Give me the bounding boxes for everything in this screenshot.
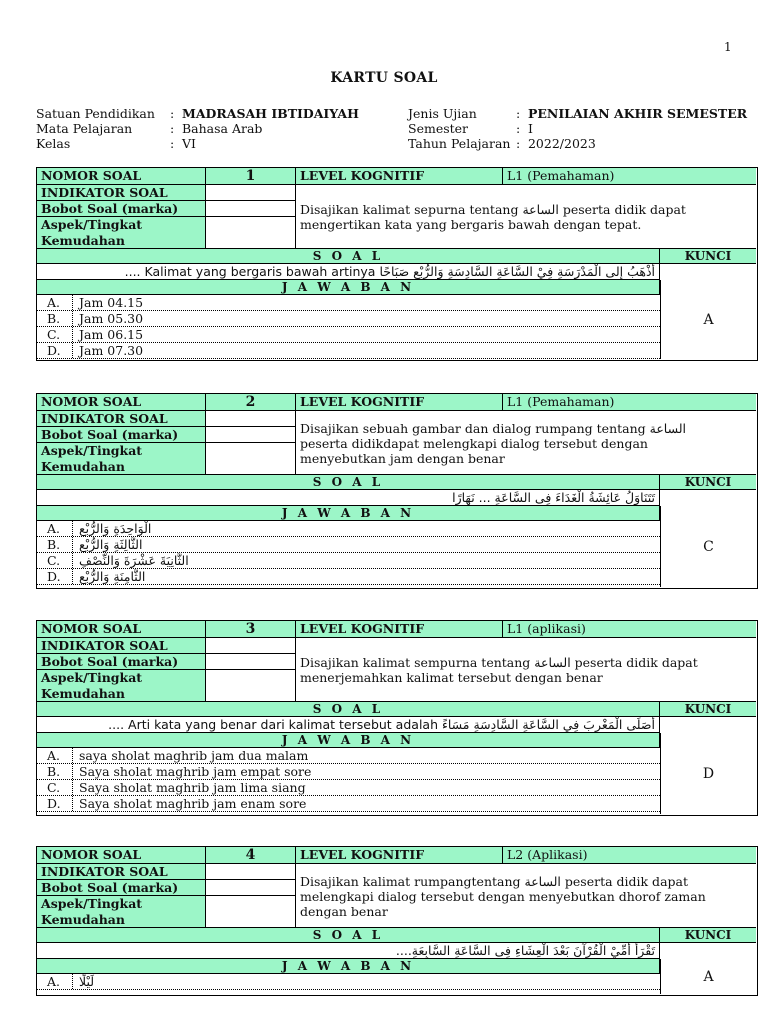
colon: : bbox=[516, 136, 521, 151]
answer-option bbox=[37, 764, 660, 780]
nomor-soal-label: NOMOR SOAL bbox=[37, 621, 206, 638]
info-row bbox=[408, 106, 747, 121]
soal-header: S O A L bbox=[37, 702, 660, 717]
question-text: تَقْرَأُ أُمِّيْ الْقُرْآنَ بَعْدَ الْعِشَاءِ فِى السَّاعَةِ السَّابِعَةِ.... bbox=[37, 943, 660, 959]
info-row bbox=[408, 121, 747, 136]
bobot-label: Bobot Soal (marka) bbox=[37, 427, 206, 443]
level-value: L2 (Aplikasi) bbox=[503, 847, 756, 864]
indicator-text bbox=[296, 421, 756, 466]
indikator-blank bbox=[206, 864, 296, 880]
option-letter: A. bbox=[37, 295, 73, 310]
indicator-line: melengkapi dialog tersebut dengan menyebutkan dhorof zaman bbox=[300, 889, 706, 904]
option-text: لَيْلًا bbox=[79, 974, 95, 989]
aspek-label-line: Aspek/Tingkat bbox=[41, 443, 143, 458]
kunci-header: KUNCI bbox=[660, 702, 756, 717]
kunci-header: KUNCI bbox=[660, 249, 756, 264]
kunci-header: KUNCI bbox=[660, 928, 756, 943]
info-value: Bahasa Arab bbox=[181, 121, 263, 136]
soal-header: S O A L bbox=[37, 928, 660, 943]
info-row bbox=[408, 136, 747, 151]
level-kognitif-label: LEVEL KOGNITIF bbox=[296, 621, 503, 638]
question-card bbox=[36, 846, 758, 996]
answer-key: C bbox=[660, 506, 756, 587]
jawaban-header: J A W A B A N bbox=[37, 733, 660, 748]
answer-key: A bbox=[660, 280, 756, 359]
indikator-blank bbox=[206, 638, 296, 654]
level-kognitif-label: LEVEL KOGNITIF bbox=[296, 168, 503, 185]
indikator-blank bbox=[206, 185, 296, 201]
answer-key: D bbox=[660, 733, 756, 814]
colon: : bbox=[170, 121, 175, 136]
indicator-line: menyebutkan jam dengan benar bbox=[300, 451, 505, 466]
info-value: 2022/2023 bbox=[527, 136, 596, 151]
indicator-line: dengan benar bbox=[300, 904, 388, 919]
answer-option bbox=[37, 295, 660, 311]
indicator-text bbox=[296, 202, 756, 232]
answer-option bbox=[37, 974, 660, 990]
aspek-value bbox=[206, 670, 296, 702]
info-row bbox=[36, 121, 359, 136]
answer-option bbox=[37, 748, 660, 764]
question-number: 2 bbox=[206, 394, 296, 411]
aspek-label-line: Kemudahan bbox=[41, 686, 125, 701]
option-text: Jam 04.15 bbox=[79, 295, 144, 310]
info-label: Semester bbox=[408, 121, 469, 136]
aspek-label-line: Kemudahan bbox=[41, 459, 125, 474]
indicator-line: Disajikan kalimat sempurna tentang الساعة peserta didik dapat bbox=[300, 655, 698, 670]
option-letter: A. bbox=[37, 748, 73, 763]
answer-option bbox=[37, 796, 660, 812]
answer-option bbox=[37, 311, 660, 327]
option-text: Jam 07.30 bbox=[79, 343, 144, 358]
kunci-header: KUNCI bbox=[660, 475, 756, 490]
level-value: L1 (aplikasi) bbox=[503, 621, 756, 638]
answer-option bbox=[37, 780, 660, 796]
aspek-label-line: Aspek/Tingkat bbox=[41, 217, 143, 232]
indicator-line: Disajikan sebuah gambar dan dialog rumpang tentang الساعة bbox=[300, 421, 687, 436]
option-letter: D. bbox=[37, 343, 73, 358]
info-label: Satuan Pendidikan bbox=[36, 106, 155, 121]
info-left bbox=[36, 106, 359, 151]
page-title: KARTU SOAL bbox=[330, 70, 438, 86]
aspek-value bbox=[206, 896, 296, 928]
question-number: 3 bbox=[206, 621, 296, 638]
option-text: الثَّامِنَةِ وَالرُّبْعِ bbox=[79, 569, 146, 584]
colon: : bbox=[516, 106, 521, 121]
question-card bbox=[36, 167, 758, 361]
indicator-line: mengertikan kata yang bergaris bawah dengan tepat. bbox=[300, 217, 642, 232]
indicator-text bbox=[296, 655, 756, 685]
option-text: Saya sholat maghrib jam enam sore bbox=[79, 796, 307, 811]
nomor-soal-label: NOMOR SOAL bbox=[37, 168, 206, 185]
answer-option bbox=[37, 343, 660, 359]
option-text: Saya sholat maghrib jam lima siang bbox=[79, 780, 306, 795]
question-number: 1 bbox=[206, 168, 296, 185]
option-letter: D. bbox=[37, 569, 73, 584]
option-letter: A. bbox=[37, 521, 73, 536]
aspek-label bbox=[37, 443, 206, 475]
aspek-label-line: Aspek/Tingkat bbox=[41, 670, 143, 685]
info-label: Jenis Ujian bbox=[408, 106, 477, 121]
bobot-value bbox=[206, 427, 296, 443]
page-number: 1 bbox=[724, 40, 732, 54]
option-text: الثَّانِيَةَ عَشْرَةَ وَالنِّصْفِ bbox=[79, 553, 189, 568]
option-letter: B. bbox=[37, 764, 73, 779]
colon: : bbox=[516, 121, 521, 136]
option-letter: C. bbox=[37, 553, 73, 568]
info-label: Kelas bbox=[36, 136, 71, 151]
answer-option bbox=[37, 521, 660, 537]
bobot-label: Bobot Soal (marka) bbox=[37, 654, 206, 670]
option-text: Jam 05.30 bbox=[79, 311, 144, 326]
indikator-label: INDIKATOR SOAL bbox=[37, 638, 206, 654]
indicator-line: Disajikan kalimat sepurna tentang الساعة peserta didik dapat bbox=[300, 202, 686, 217]
question-text: تَتَنَاوَلُ عَائِشَةُ الْغَدَاءَ فِى السَّاعَةِ ... نَهَارًا bbox=[37, 490, 660, 506]
option-text: Saya sholat maghrib jam empat sore bbox=[79, 764, 312, 779]
aspek-value bbox=[206, 443, 296, 475]
level-kognitif-label: LEVEL KOGNITIF bbox=[296, 394, 503, 411]
bobot-label: Bobot Soal (marka) bbox=[37, 880, 206, 896]
option-letter: B. bbox=[37, 537, 73, 552]
aspek-label-line: Kemudahan bbox=[41, 233, 125, 248]
option-text: Jam 06.15 bbox=[79, 327, 144, 342]
bobot-value bbox=[206, 880, 296, 896]
option-letter: B. bbox=[37, 311, 73, 326]
info-label: Tahun Pelajaran bbox=[408, 136, 511, 151]
info-row bbox=[36, 106, 359, 121]
aspek-label bbox=[37, 896, 206, 928]
indicator-text bbox=[296, 874, 756, 919]
question-card bbox=[36, 620, 758, 816]
info-label: Mata Pelajaran bbox=[36, 121, 133, 136]
question-text: أَذْهَبُ إِلى الْمَدْرَسَةِ فِيْ السَّاعَةِ السَّادِسَةِ وَالرُّبْعِ صَبَاحًا Kalimat yang bergaris bawah artinya .... bbox=[37, 264, 660, 280]
aspek-value bbox=[206, 217, 296, 249]
answer-key: A bbox=[660, 959, 756, 994]
jawaban-header: J A W A B A N bbox=[37, 280, 660, 295]
info-value: VI bbox=[181, 136, 196, 151]
indikator-label: INDIKATOR SOAL bbox=[37, 411, 206, 427]
level-value: L1 (Pemahaman) bbox=[503, 394, 756, 411]
info-value: I bbox=[527, 121, 533, 136]
answer-option bbox=[37, 569, 660, 585]
option-text: saya sholat maghrib jam dua malam bbox=[79, 748, 309, 763]
info-row bbox=[36, 136, 359, 151]
info-value: MADRASAH IBTIDAIYAH bbox=[181, 106, 359, 121]
aspek-label-line: Aspek/Tingkat bbox=[41, 896, 143, 911]
info-value: PENILAIAN AKHIR SEMESTER bbox=[527, 106, 748, 121]
indicator-line: peserta didikdapat melengkapi dialog tersebut dengan bbox=[300, 436, 648, 451]
nomor-soal-label: NOMOR SOAL bbox=[37, 847, 206, 864]
jawaban-header: J A W A B A N bbox=[37, 959, 660, 974]
jawaban-header: J A W A B A N bbox=[37, 506, 660, 521]
bobot-value bbox=[206, 201, 296, 217]
question-number: 4 bbox=[206, 847, 296, 864]
aspek-label bbox=[37, 217, 206, 249]
colon: : bbox=[170, 136, 175, 151]
bobot-value bbox=[206, 654, 296, 670]
indikator-label: INDIKATOR SOAL bbox=[37, 185, 206, 201]
option-text: الْوَاحِدَةِ وَالرُّبْعِ bbox=[79, 521, 152, 536]
option-letter: C. bbox=[37, 327, 73, 342]
aspek-label-line: Kemudahan bbox=[41, 912, 125, 927]
answer-option bbox=[37, 537, 660, 553]
answer-option bbox=[37, 327, 660, 343]
option-letter: A. bbox=[37, 974, 73, 989]
soal-header: S O A L bbox=[37, 475, 660, 490]
option-text: الثَّالِثَةِ وَالرُّبْعِ bbox=[79, 537, 143, 552]
level-value: L1 (Pemahaman) bbox=[503, 168, 756, 185]
soal-header: S O A L bbox=[37, 249, 660, 264]
indicator-line: menerjemahkan kalimat tersebut dengan benar bbox=[300, 670, 603, 685]
aspek-label bbox=[37, 670, 206, 702]
nomor-soal-label: NOMOR SOAL bbox=[37, 394, 206, 411]
bobot-label: Bobot Soal (marka) bbox=[37, 201, 206, 217]
option-letter: D. bbox=[37, 796, 73, 811]
level-kognitif-label: LEVEL KOGNITIF bbox=[296, 847, 503, 864]
indikator-label: INDIKATOR SOAL bbox=[37, 864, 206, 880]
indicator-line: Disajikan kalimat rumpangtentang الساعة peserta didik dapat bbox=[300, 874, 688, 889]
question-text: أُصَلِّى الْمَغْرِبَ فِي السَّاعَةِ السَّادِسَةِ مَسَاءً Arti kata yang benar dari kalimat tersebut adalah .... bbox=[37, 717, 660, 733]
answer-option bbox=[37, 553, 660, 569]
question-card bbox=[36, 393, 758, 589]
option-letter: C. bbox=[37, 780, 73, 795]
info-right bbox=[408, 106, 747, 151]
colon: : bbox=[170, 106, 175, 121]
indikator-blank bbox=[206, 411, 296, 427]
